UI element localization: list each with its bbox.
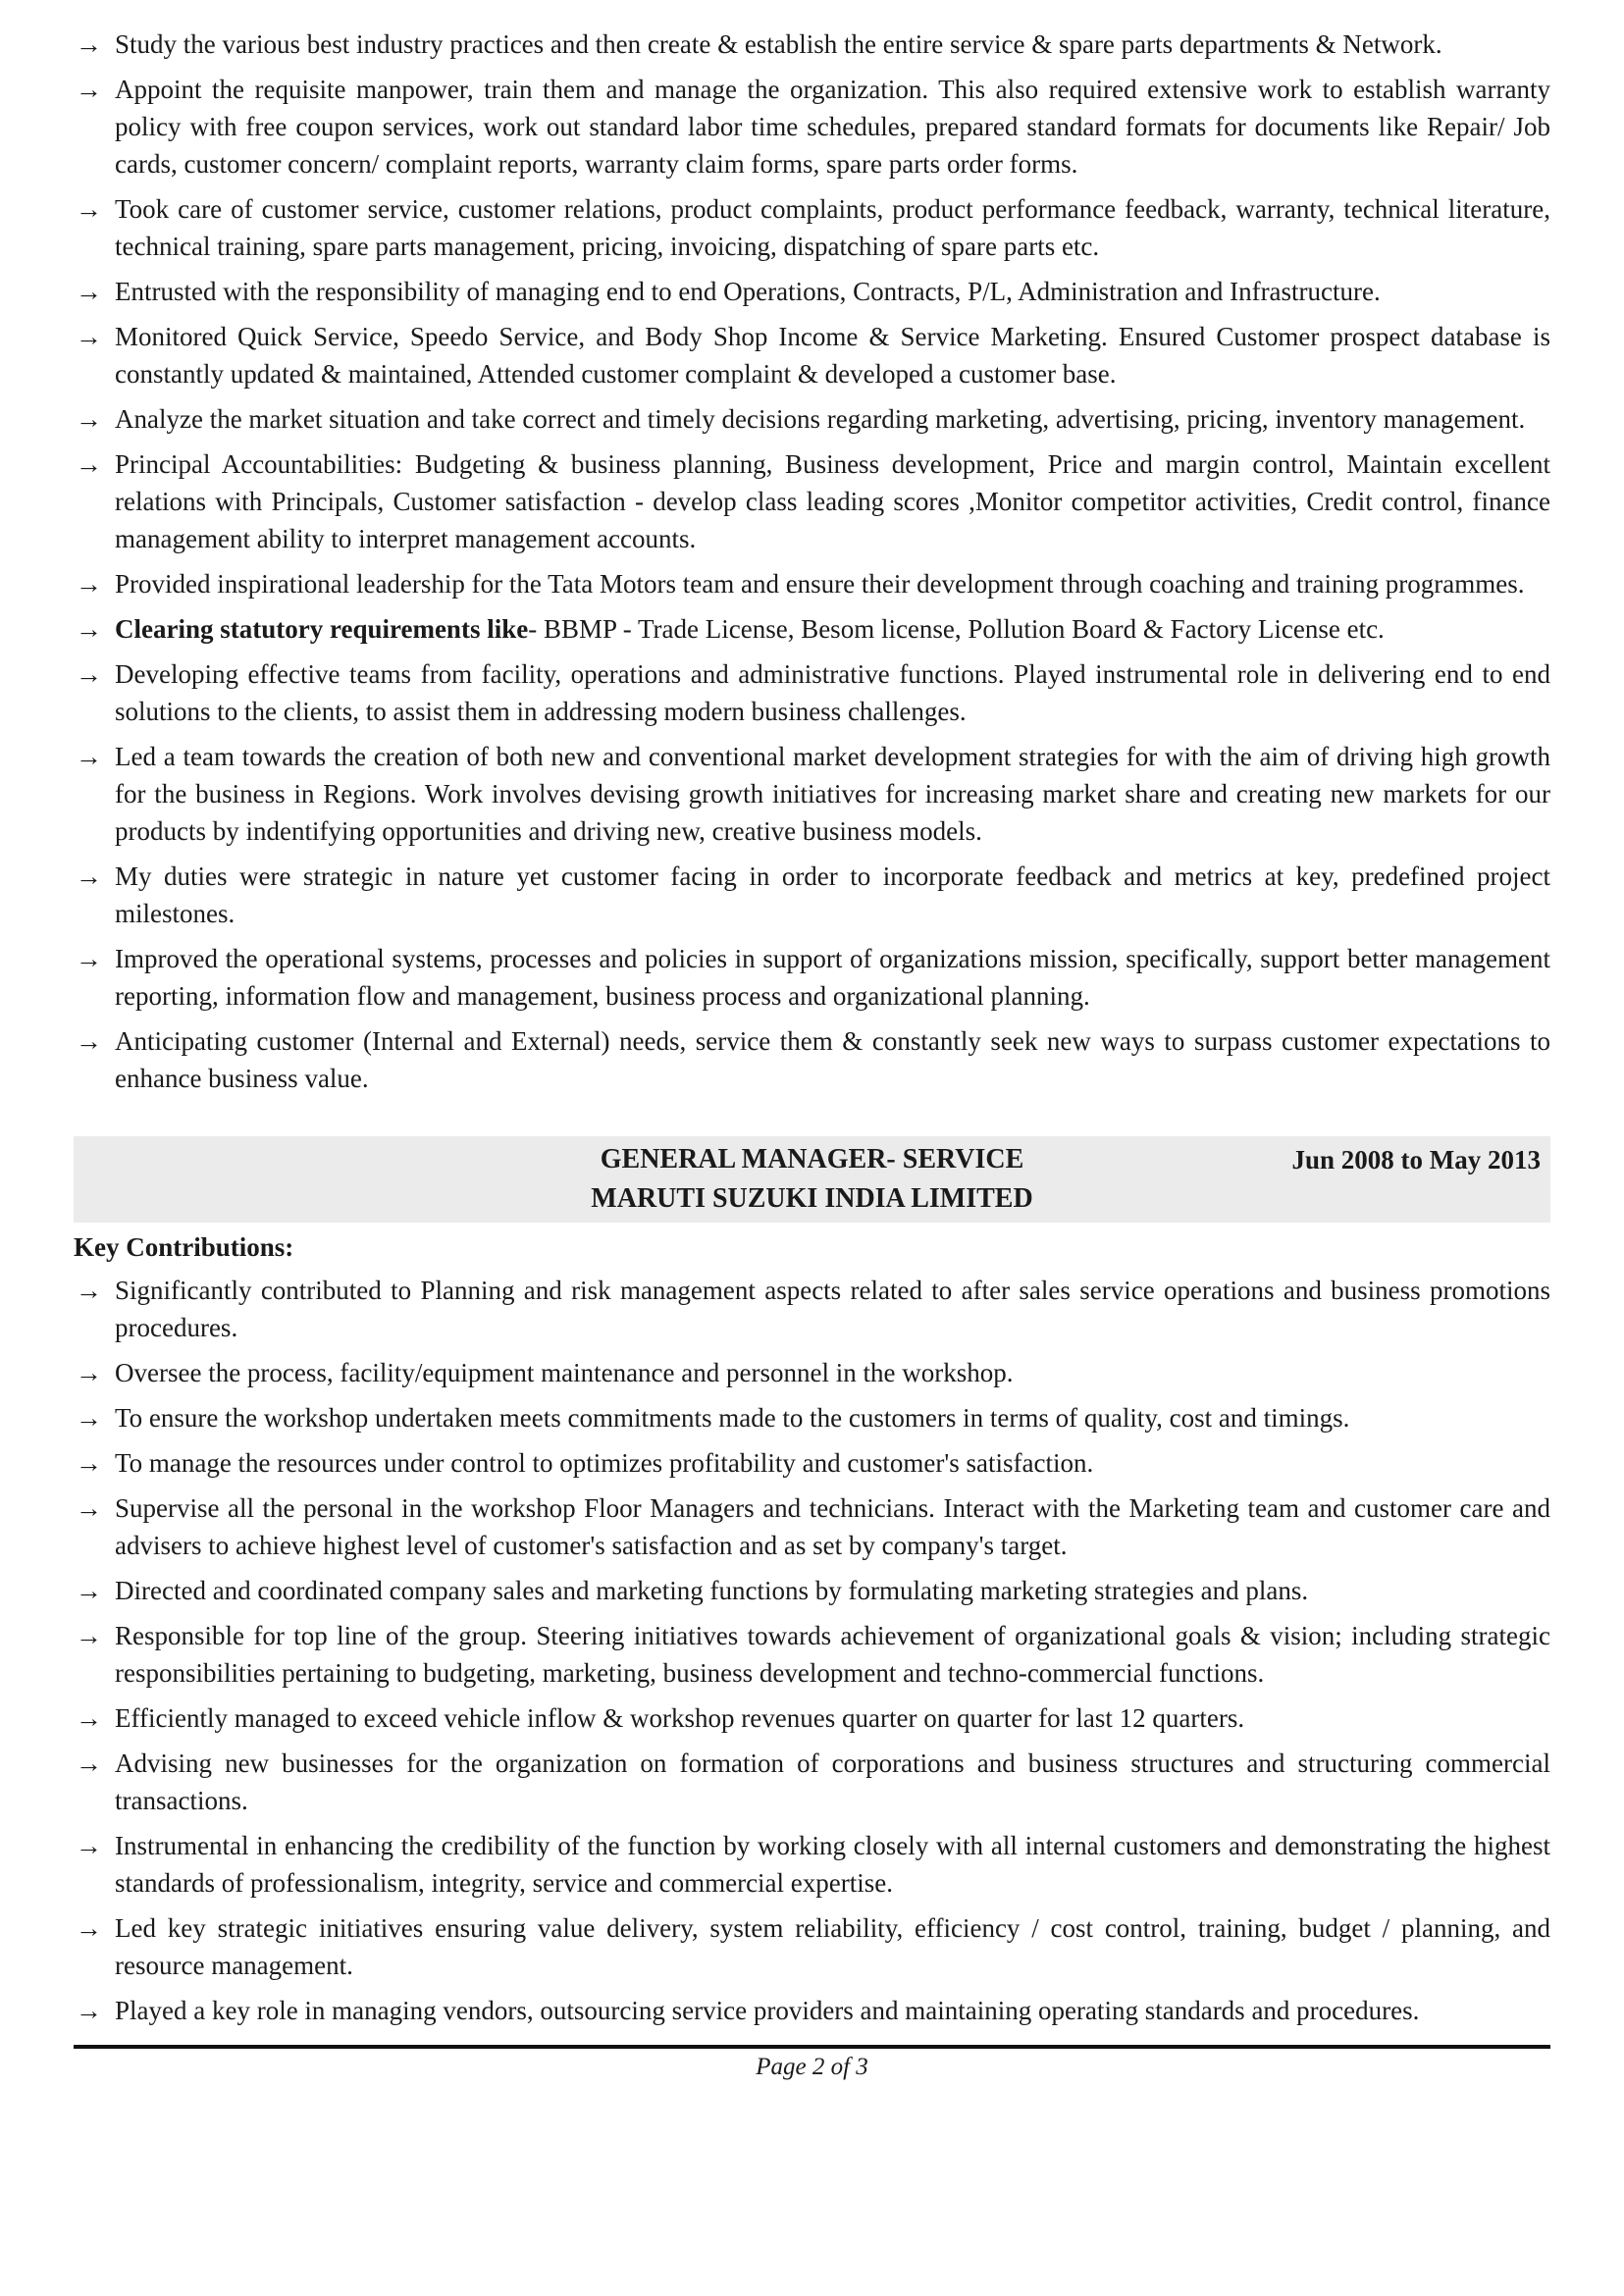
bullet-text: Monitored Quick Service, Speedo Service, and Body Shop Income & Service Marketing. Ensured Customer prospect database is constantly updated & maintained, Attended customer complaint & developed a customer base.: [115, 322, 1550, 389]
key-contributions-heading: Key Contributions:: [74, 1232, 294, 1262]
bullet-item: [74, 1992, 1550, 2029]
arrow-bullet-icon: →: [76, 1703, 102, 1733]
bullet-text: Principal Accountabilities: Budgeting & business planning, Business development, Price and margin control, Maintain excellent relations with Principals, Customer satisfaction - develop class leading scores ,Monitor competitor activities, Credit control, finance management ability to interpret management accounts.: [115, 449, 1550, 553]
bullet-item: [74, 1489, 1550, 1564]
bullet-item: [74, 858, 1550, 932]
arrow-bullet-icon: →: [76, 29, 102, 59]
bullet-text: Oversee the process, facility/equipment maintenance and personnel in the workshop.: [115, 1358, 1014, 1387]
bullet-item: [74, 1617, 1550, 1692]
bullet-item: [74, 1699, 1550, 1737]
bullet-item: [74, 1399, 1550, 1436]
bullet-item: [74, 655, 1550, 730]
arrow-bullet-icon: →: [76, 1448, 102, 1478]
bullet-item: [74, 1272, 1550, 1346]
bullet-text: Responsible for top line of the group. Steering initiatives towards achievement of organizational goals & vision; including strategic responsibilities pertaining to budgeting, marketing, business development and techno-commercial functions.: [115, 1621, 1550, 1688]
bullet-item: [74, 445, 1550, 557]
footer-divider: [74, 2045, 1550, 2049]
bullet-text: Directed and coordinated company sales and marketing functions by formulating marketing strategies and plans.: [115, 1576, 1309, 1605]
bullet-text: Provided inspirational leadership for the Tata Motors team and ensure their development through coaching and training programmes.: [115, 569, 1525, 599]
bullet-item: [74, 1827, 1550, 1902]
arrow-bullet-icon: →: [76, 449, 102, 479]
arrow-bullet-icon: →: [76, 1621, 102, 1650]
bullet-item: [74, 610, 1550, 648]
bullet-item: [74, 1444, 1550, 1482]
bullet-text: Led key strategic initiatives ensuring value delivery, system reliability, efficiency / cost control, training, budget / planning, and resource management.: [115, 1913, 1550, 1980]
arrow-bullet-icon: →: [76, 1276, 102, 1305]
arrow-bullet-icon: →: [76, 277, 102, 306]
job-title: GENERAL MANAGER- SERVICE: [600, 1144, 1024, 1174]
arrow-bullet-icon: →: [76, 1748, 102, 1778]
bullet-item: [74, 318, 1550, 392]
arrow-bullet-icon: →: [76, 569, 102, 599]
bullet-text: Supervise all the personal in the workshop Floor Managers and technicians. Interact with the Marketing team and customer care and advisers to achieve highest level of customer's satisfaction and as set by company's target.: [115, 1493, 1550, 1560]
bullet-item: [74, 71, 1550, 183]
bullet-text: Advising new businesses for the organization on formation of corporations and business structures and structuring commercial transactions.: [115, 1748, 1550, 1815]
bullet-item: [74, 1022, 1550, 1097]
job-header-block: [74, 1136, 1550, 1223]
bullet-text: Improved the operational systems, processes and policies in support of organizations mission, specifically, support better management reporting, information flow and management, business process and organizational planning.: [115, 944, 1550, 1011]
bullet-text: Took care of customer service, customer relations, product complaints, product performance feedback, warranty, technical literature, technical training, spare parts management, pricing, invoicing, dispatching of spare parts etc.: [115, 194, 1550, 261]
arrow-bullet-icon: →: [76, 194, 102, 224]
arrow-bullet-icon: →: [76, 322, 102, 351]
bullet-text: Led a team towards the creation of both new and conventional market development strategies for with the aim of driving high growth for the business in Regions. Work involves devising growth initiatives for increasing market share and creating new markets for our products by indentifying opportunities and driving new, creative business models.: [115, 742, 1550, 846]
bullet-item: [74, 190, 1550, 265]
bullet-text: Efficiently managed to exceed vehicle inflow & workshop revenues quarter on quarter for last 12 quarters.: [115, 1703, 1245, 1733]
bullet-text: To manage the resources under control to optimizes profitability and customer's satisfaction.: [115, 1448, 1094, 1478]
bullet-item: [74, 400, 1550, 438]
bullet-item: [74, 940, 1550, 1015]
arrow-bullet-icon: →: [76, 1358, 102, 1387]
bullet-text: Anticipating customer (Internal and External) needs, service them & constantly seek new ways to surpass customer expectations to enhance business value.: [115, 1026, 1550, 1093]
job-dates: Jun 2008 to May 2013: [1291, 1145, 1541, 1174]
bullet-item: [74, 1354, 1550, 1391]
arrow-bullet-icon: →: [76, 861, 102, 891]
arrow-bullet-icon: →: [76, 404, 102, 434]
bullet-text: Analyze the market situation and take correct and timely decisions regarding marketing, advertising, pricing, inventory management.: [115, 404, 1526, 434]
arrow-bullet-icon: →: [76, 659, 102, 689]
bullet-text: To ensure the workshop undertaken meets commitments made to the customers in terms of quality, cost and timings.: [115, 1403, 1350, 1433]
arrow-bullet-icon: →: [76, 1493, 102, 1523]
arrow-bullet-icon: →: [76, 1403, 102, 1433]
arrow-bullet-icon: →: [76, 75, 102, 104]
bullet-text: Significantly contributed to Planning and risk management aspects related to after sales service operations and business promotions procedures.: [115, 1276, 1550, 1342]
bullet-item: [74, 738, 1550, 850]
arrow-bullet-icon: →: [76, 1831, 102, 1860]
arrow-bullet-icon: →: [76, 1026, 102, 1056]
bullet-item: [74, 565, 1550, 602]
arrow-bullet-icon: →: [76, 1913, 102, 1943]
page-footer: [74, 2045, 1550, 2084]
bullet-text: Entrusted with the responsibility of managing end to end Operations, Contracts, P/L, Administration and Infrastructure.: [115, 277, 1381, 306]
page-number-label: Page 2 of 3: [756, 2054, 868, 2080]
bullet-text: Instrumental in enhancing the credibility of the function by working closely with all internal customers and demonstrating the highest standards of professionalism, integrity, service and commercial expertise.: [115, 1831, 1550, 1898]
arrow-bullet-icon: →: [76, 742, 102, 771]
bullet-text: Study the various best industry practices and then create & establish the entire service & spare parts departments & Network.: [115, 29, 1442, 59]
job-company: MARUTI SUZUKI INDIA LIMITED: [591, 1183, 1033, 1214]
arrow-bullet-icon: →: [76, 1576, 102, 1605]
key-contributions-bullet-list: [74, 1272, 1550, 2029]
bullet-item: [74, 1909, 1550, 1984]
role-history-bullet-list: [74, 26, 1550, 1097]
bullet-text: Appoint the requisite manpower, train them and manage the organization. This also required extensive work to establish warranty policy with free coupon services, work out standard labor time schedules, prepared standard formats for documents like Repair/ Job cards, customer concern/ complaint reports, warranty claim forms, spare parts order forms.: [115, 75, 1550, 179]
bullet-text: Clearing statutory requirements like- BBMP - Trade License, Besom license, Pollution Board & Factory License etc.: [115, 614, 1385, 644]
arrow-bullet-icon: →: [76, 614, 102, 644]
bullet-text-bold-leadin: Clearing statutory requirements like: [115, 614, 529, 644]
bullet-item: [74, 1572, 1550, 1609]
bullet-text: My duties were strategic in nature yet customer facing in order to incorporate feedback and metrics at key, predefined project milestones.: [115, 861, 1550, 928]
arrow-bullet-icon: →: [76, 1996, 102, 2025]
bullet-item: [74, 26, 1550, 63]
bullet-text: Developing effective teams from facility, operations and administrative functions. Played instrumental role in delivering end to end solutions to the clients, to assist them in addressing modern business challenges.: [115, 659, 1550, 726]
arrow-bullet-icon: →: [76, 944, 102, 973]
bullet-item: [74, 1745, 1550, 1819]
bullet-text: Played a key role in managing vendors, outsourcing service providers and maintaining operating standards and procedures.: [115, 1996, 1420, 2025]
bullet-item: [74, 273, 1550, 310]
